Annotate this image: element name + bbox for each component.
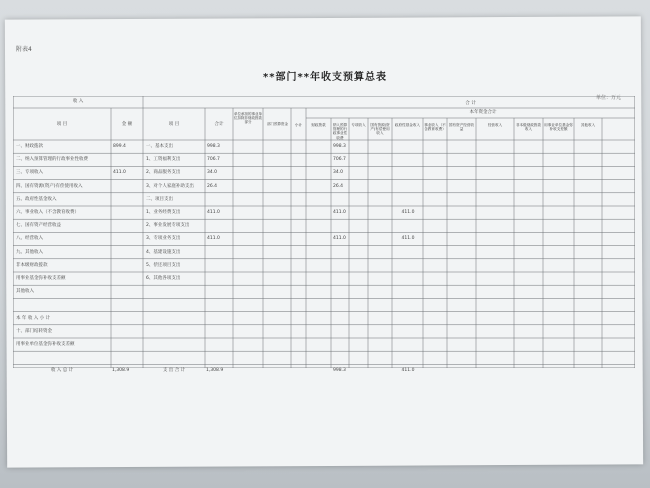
unit-label: 单位：万元 <box>596 95 622 101</box>
funds-col1-value: 34.0 <box>333 170 344 176</box>
funds-col3-value: 411.0 <box>401 236 415 242</box>
expense-row-value: 411.0 <box>207 236 220 242</box>
income-row-label: 用事业单位基金弥补收支差额 <box>16 342 75 347</box>
income-row-label: 非本级财政拨款 <box>16 262 48 268</box>
funds-column-header: 经营收入 <box>487 123 503 127</box>
expense-row-value: 411.0 <box>207 210 220 215</box>
expense-row-label: 5、偿还项目支出 <box>146 262 181 268</box>
expense-total-header: 合计 <box>214 122 224 127</box>
expense-row-label: 1、工资福利支出 <box>146 157 181 163</box>
funds-subheader: 本年资金合计 <box>469 110 497 115</box>
attachment-tag: 附表4 <box>16 46 32 53</box>
expense-other-header: 部门预算资金 <box>267 122 288 126</box>
funds-col1-value: 411.0 <box>333 236 346 242</box>
expense-fin-header: 单位承担的事业单位扣除非财政拨款部分 <box>234 112 262 124</box>
expense-row-label: 6、其他各项支出 <box>146 276 181 281</box>
funds-column-header: 事业收入（不含教育收费） <box>424 123 446 132</box>
income-total-label: 收 入 总 计 <box>50 368 74 374</box>
income-amount-header: 金 额 <box>121 122 133 127</box>
funds-column-header: 财政拨款 <box>311 123 326 127</box>
funds-column-header: 国有资产经营收益 <box>448 123 475 132</box>
income-row-label: 七、国有资产经营收益 <box>16 223 61 229</box>
expense-row-value: 26.4 <box>207 183 218 189</box>
expense-total-value: 1,308.9 <box>206 368 224 374</box>
expense-row-label: 一、基本支出 <box>146 144 173 149</box>
income-row-label: 九、其他收入 <box>16 249 43 255</box>
income-row-label: 其他收入 <box>16 289 34 295</box>
expense-row-value: 998.3 <box>207 144 220 149</box>
income-row-label: 用事业基金弥补收支差额 <box>16 276 66 281</box>
funds-column-header: 专项收入 <box>351 123 366 127</box>
expense-row-label: 3、对个人家庭补助支出 <box>146 183 194 189</box>
income-row-value: 899.4 <box>113 144 126 149</box>
income-row-value: 411.0 <box>113 170 126 176</box>
expense-item-header: 项 目 <box>168 122 180 127</box>
income-row-label: 四、国有资源(资产)有偿使用收入 <box>16 183 83 189</box>
income-row-label: 本 年 收 入 小 计 <box>16 315 51 321</box>
expense-row-label: 1、业务经费支出 <box>146 210 181 215</box>
funds-header: 合 计 <box>465 101 476 106</box>
income-row-label: 八、经营收入 <box>16 236 43 242</box>
expense-total-label: 支 出 合 计 <box>162 368 186 374</box>
income-row-label: 三、专项收入 <box>16 170 43 176</box>
funds-total-col3: 411.0 <box>401 368 415 374</box>
funds-col1-value: 26.4 <box>333 183 344 189</box>
income-row-label: 一、财政拨款 <box>16 144 43 149</box>
funds-column-header: 非本级财政拨款收入 <box>515 123 542 132</box>
funds-col1-value: 998.3 <box>333 144 346 149</box>
income-row-label: 五、政府性基金收入 <box>16 196 57 202</box>
expense-row-label: 二、项目支出 <box>146 196 173 202</box>
funds-column-header: 其他收入 <box>580 123 596 127</box>
funds-column-header: 国有资源(资产)有偿使用收入 <box>370 123 390 136</box>
income-total-value: 1,308.9 <box>112 368 130 374</box>
income-row-label: 十、部门结转资金 <box>16 328 52 334</box>
income-header: 收 入 <box>72 99 84 104</box>
funds-column-header: 纳入预算管理的行政事业性收费 <box>332 123 348 140</box>
funds-col1-value: 411.0 <box>333 210 346 215</box>
income-row-label: 六、事业收入（不含教育收费） <box>16 210 79 215</box>
funds-col3-value: 411.0 <box>401 210 415 215</box>
funds-column-header: 小计 <box>294 123 303 127</box>
funds-total-col1: 998.3 <box>333 368 346 374</box>
document-title: **部门**年收支预算总表 <box>263 72 387 83</box>
expense-row-label: 2、商品服务支出 <box>146 170 181 176</box>
expense-row-label: 3、专项业务支出 <box>146 236 181 242</box>
funds-column-header: 政府性基金收入 <box>394 123 421 127</box>
expense-row-label: 4、基建设施支出 <box>146 249 181 255</box>
expense-row-label: 2、事业发展专项支出 <box>146 223 190 229</box>
table-grid-lines <box>13 96 635 368</box>
income-row-label: 二、纳入预算管理的行政事业性收费 <box>16 157 88 163</box>
income-item-header: 项 目 <box>56 122 68 127</box>
funds-col1-value: 706.7 <box>333 157 346 163</box>
expense-row-value: 706.7 <box>207 157 220 163</box>
expense-row-value: 34.0 <box>207 170 218 176</box>
funds-column-header: 用事业单位基金弥补收支差额 <box>544 123 573 132</box>
